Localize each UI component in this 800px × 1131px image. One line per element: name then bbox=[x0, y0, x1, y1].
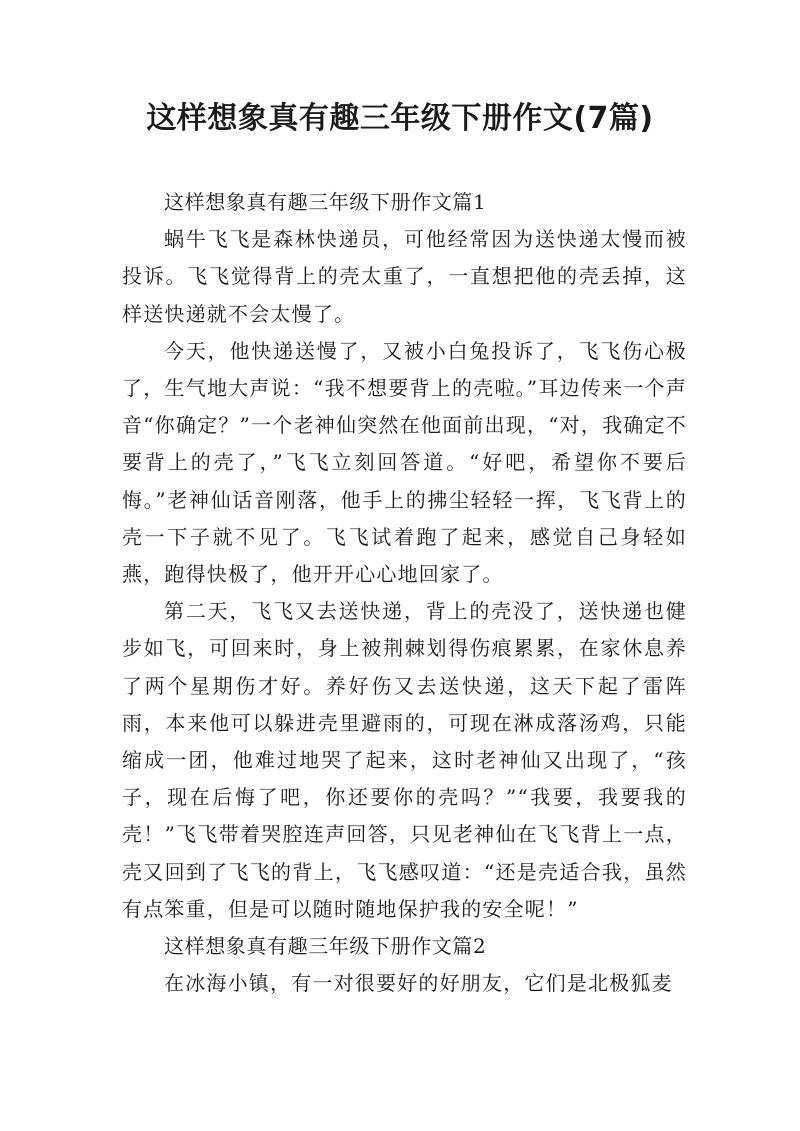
section-heading-1: 这样想象真有趣三年级下册作文篇1 bbox=[164, 190, 487, 214]
document-title: 这样想象真有趣三年级下册作文(7篇) bbox=[146, 101, 654, 136]
section-heading-2: 这样想象真有趣三年级下册作文篇2 bbox=[164, 934, 487, 959]
document-body bbox=[122, 184, 687, 1002]
paragraph-2: 今天，他快递送慢了，又被小白兔投诉了，飞飞伤心极了，生气地大声说：“我不想要背上的壳啦。”耳边传来一个声音“你确定？”一个老神仙突然在他面前出现，“对，我确定不要背上的壳了，”飞飞立刻回答道。“好吧，希望你不要后悔。”老神仙话音刚落，他手上的拂尘轻轻一挥，飞飞背上的壳一下子就不见了。飞飞试着跑了起来，感觉自己身轻如燕，跑得快极了，他开开心心地回家了。 bbox=[122, 338, 687, 587]
paragraph-4: 在冰海小镇，有一对很要好的好朋友，它们是北极狐麦 bbox=[164, 971, 673, 996]
paragraph-1: 蜗牛飞飞是森林快递员，可他经常因为送快递太慢而被投诉。飞飞觉得背上的壳太重了，一直想把他的壳丢掉，这样送快递就不会太慢了。 bbox=[122, 227, 687, 326]
paragraph-3: 第二天，飞飞又去送快递，背上的壳没了，送快递也健步如飞，可回来时，身上被荆棘划得伤痕累累，在家休息养了两个星期伤才好。养好伤又去送快递，这天下起了雷阵雨，本来他可以躲进壳里避雨的，可现在淋成落汤鸡，只能缩成一团，他难过地哭了起来，这时老神仙又出现了，“孩子，现在后悔了吧，你还要你的壳吗？”“我要，我要我的壳！”飞飞带着哭腔连声回答，只见老神仙在飞飞背上一点，壳又回到了飞飞的背上，飞飞感叹道：“还是壳适合我，虽然有点笨重，但是可以随时随地保护我的安全呢！” bbox=[122, 599, 687, 921]
